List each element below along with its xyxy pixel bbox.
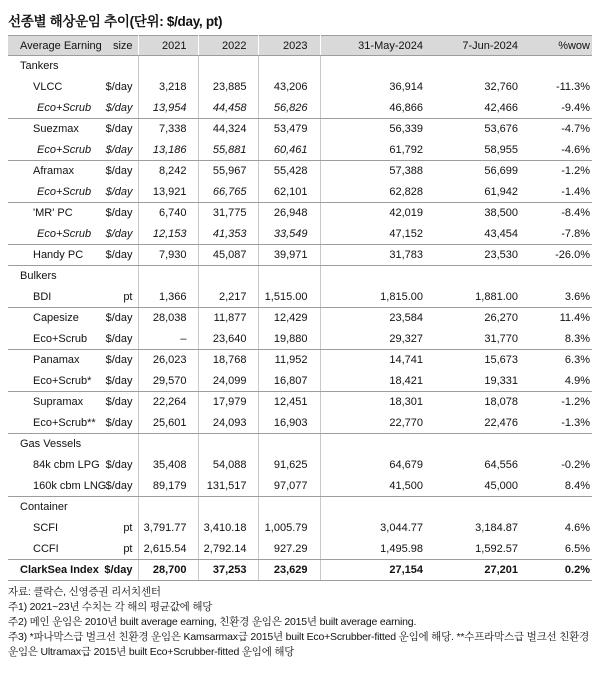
row-unit: $/day: [98, 182, 138, 203]
cell-value: 16,807: [258, 371, 320, 392]
cell-value: 27,154: [320, 560, 430, 581]
table-row: [8, 77, 592, 98]
row-unit: $/day: [98, 329, 138, 350]
cell-value: 29,327: [320, 329, 430, 350]
cell-value: [198, 56, 258, 77]
cell-value: 11,952: [258, 350, 320, 371]
table-row: [8, 245, 592, 266]
cell-value: 23,885: [198, 77, 258, 98]
cell-value: 1,515.00: [258, 287, 320, 308]
cell-value: 42,466: [430, 98, 526, 119]
cell-value: [526, 56, 592, 77]
row-label: Capesize: [33, 312, 79, 325]
table-row: [8, 455, 592, 476]
cell-value: 3,410.18: [198, 518, 258, 539]
row-label: Eco+Scrub: [8, 98, 98, 119]
row-unit: $/day: [98, 413, 138, 434]
cell-value: 45,000: [430, 476, 526, 497]
cell-value: 18,768: [198, 350, 258, 371]
row-unit: pt: [98, 518, 138, 539]
section-row: [8, 497, 592, 518]
cell-value: -11.3%: [555, 81, 590, 93]
cell-value: [258, 56, 320, 77]
cell-value: [258, 434, 320, 455]
cell-value: 6.5%: [526, 539, 592, 560]
cell-value: [430, 266, 526, 287]
cell-value: 1,005.79: [258, 518, 320, 539]
column-header-31-may-2024: 31-May-2024: [320, 36, 430, 56]
cell-value: [526, 497, 592, 518]
section-row: [8, 434, 592, 455]
row-label: 160k cbm LNG: [8, 476, 98, 497]
cell-value: 8.4%: [526, 476, 592, 497]
cell-value: 12,429: [258, 308, 320, 329]
cell-value: 45,087: [198, 245, 258, 266]
cell-value: -26.0%: [526, 245, 592, 266]
cell-value: 60,461: [258, 140, 320, 161]
cell-value: 62,101: [258, 182, 320, 203]
cell-value: [198, 434, 258, 455]
cell-value: 32,760: [484, 81, 518, 93]
row-label: CCFI: [8, 539, 98, 560]
cell-value: 97,077: [258, 476, 320, 497]
source-note: 자료: 클락슨, 신영증권 리서치센터: [8, 586, 161, 598]
cell-value: 14,741: [389, 354, 423, 367]
cell-value: 18,421: [320, 371, 430, 392]
row-label: BDI: [8, 287, 98, 308]
cell-value: 47,152: [320, 224, 430, 245]
cell-value: 64,679: [389, 459, 423, 471]
cell-value: -7.8%: [526, 224, 592, 245]
row-label: Handy PC: [8, 245, 98, 266]
table-row: [8, 308, 592, 329]
column-header-7-jun-2024: 7-Jun-2024: [430, 36, 526, 56]
cell-value: [320, 266, 430, 287]
cell-value: [138, 497, 198, 518]
cell-value: 22,476: [430, 413, 526, 434]
cell-value: 0.2%: [526, 560, 592, 581]
cell-value: 37,253: [198, 560, 258, 581]
section-row: [8, 266, 592, 287]
cell-value: 17,979: [198, 392, 258, 413]
cell-value: 53,676: [484, 123, 518, 136]
row-unit: $/day: [98, 476, 138, 497]
cell-value: [138, 266, 198, 287]
row-unit: pt: [98, 287, 138, 308]
column-header-average-earning: Average Earning: [8, 36, 98, 56]
cell-value: 23,584: [389, 312, 423, 325]
cell-value: 26,948: [258, 203, 320, 224]
cell-value: 3,044.77: [380, 522, 423, 534]
cell-value: -8.4%: [561, 207, 590, 220]
cell-value: -1.2%: [561, 165, 590, 178]
table-row: [8, 476, 592, 497]
cell-value: 26,023: [138, 350, 198, 371]
cell-value: 56,699: [484, 165, 518, 178]
table-row: [8, 518, 592, 539]
cell-value: 18,078: [484, 396, 518, 409]
row-unit: $/day: [98, 203, 138, 224]
table-header-row: [8, 36, 592, 56]
cell-value: 29,570: [138, 371, 198, 392]
cell-value: [198, 497, 258, 518]
cell-value: 27,201: [430, 560, 526, 581]
row-unit: $/day: [98, 245, 138, 266]
cell-value: 43,454: [430, 224, 526, 245]
cell-value: 7,338: [138, 119, 198, 140]
row-label: Gas Vessels: [20, 438, 82, 451]
table-row: [8, 413, 592, 434]
cell-value: 1,881.00: [430, 287, 526, 308]
table-row: [8, 182, 592, 203]
cell-value: 18,301: [389, 396, 423, 409]
row-label: Eco+Scrub: [8, 140, 98, 161]
cell-value: –: [138, 329, 198, 350]
row-unit: $/day: [98, 455, 138, 476]
cell-value: 35,408: [138, 455, 198, 476]
cell-value: 23,530: [430, 245, 526, 266]
cell-value: -4.7%: [561, 123, 590, 136]
cell-value: 4.9%: [526, 371, 592, 392]
cell-value: 36,914: [389, 81, 423, 93]
row-unit: $/day: [98, 350, 138, 371]
cell-value: [258, 497, 320, 518]
cell-value: 55,881: [198, 140, 258, 161]
cell-value: 19,880: [258, 329, 320, 350]
cell-value: 3,218: [138, 77, 198, 98]
row-unit: pt: [98, 539, 138, 560]
row-label: Bulkers: [20, 270, 57, 283]
column-header-size: size: [98, 36, 138, 56]
row-unit: $/day: [98, 119, 138, 140]
column-header--wow: %wow: [526, 36, 592, 56]
row-unit: [98, 434, 138, 455]
cell-value: 42,019: [389, 207, 423, 220]
cell-value: 57,388: [389, 165, 423, 178]
table-row: [8, 287, 592, 308]
cell-value: 22,770: [320, 413, 430, 434]
cell-value: -9.4%: [526, 98, 592, 119]
cell-value: 24,093: [198, 413, 258, 434]
row-label: Supramax: [33, 396, 84, 409]
table-row: [8, 98, 592, 119]
cell-value: 12,153: [138, 224, 198, 245]
cell-value: 44,324: [198, 119, 258, 140]
row-label: VLCC: [33, 81, 63, 93]
cell-value: -1.4%: [526, 182, 592, 203]
cell-value: 43,206: [258, 77, 320, 98]
footnote-1: 주1) 2021~23년 수치는 각 해의 평균값에 해당: [8, 601, 213, 613]
cell-value: 53,479: [258, 119, 320, 140]
page-title: 선종별 해상운임 추이(단위: $/day, pt): [8, 14, 223, 29]
cell-value: 55,428: [258, 161, 320, 182]
section-row: [8, 56, 592, 77]
cell-value: 31,770: [430, 329, 526, 350]
cell-value: 91,625: [258, 455, 320, 476]
total-row: [8, 560, 592, 581]
cell-value: 26,270: [484, 312, 518, 325]
cell-value: 13,921: [138, 182, 198, 203]
cell-value: 3,184.87: [475, 522, 518, 534]
table-row: [8, 371, 592, 392]
row-unit: $/day: [98, 161, 138, 182]
table-row: [8, 119, 592, 140]
cell-value: 31,775: [198, 203, 258, 224]
cell-value: 22,264: [138, 392, 198, 413]
cell-value: 39,971: [258, 245, 320, 266]
row-label: Eco+Scrub: [8, 182, 98, 203]
cell-value: 62,828: [320, 182, 430, 203]
row-unit: $/day: [98, 560, 138, 581]
cell-value: -1.2%: [561, 396, 590, 409]
table-row: [8, 161, 592, 182]
cell-value: 46,866: [320, 98, 430, 119]
table-row: [8, 539, 592, 560]
cell-value: 44,458: [198, 98, 258, 119]
cell-value: 13,954: [138, 98, 198, 119]
cell-value: 8.3%: [526, 329, 592, 350]
cell-value: [258, 266, 320, 287]
row-label: 'MR' PC: [33, 207, 73, 220]
cell-value: 1,592.57: [430, 539, 526, 560]
cell-value: 8,242: [138, 161, 198, 182]
cell-value: -1.3%: [526, 413, 592, 434]
cell-value: 4.6%: [564, 522, 590, 534]
row-unit: $/day: [98, 308, 138, 329]
row-label: Aframax: [33, 165, 74, 178]
row-label: Container: [20, 501, 68, 514]
cell-value: 11.4%: [559, 312, 590, 325]
table-row: [8, 329, 592, 350]
row-unit: [98, 266, 138, 287]
cell-value: 58,955: [430, 140, 526, 161]
cell-value: 64,556: [484, 459, 518, 471]
table-row: [8, 140, 592, 161]
cell-value: 61,792: [320, 140, 430, 161]
cell-value: [526, 434, 592, 455]
cell-value: 19,331: [430, 371, 526, 392]
cell-value: [430, 434, 526, 455]
cell-value: 38,500: [484, 207, 518, 220]
cell-value: 6,740: [138, 203, 198, 224]
cell-value: [198, 266, 258, 287]
cell-value: 2,615.54: [138, 539, 198, 560]
column-header-2021: 2021: [138, 36, 198, 56]
table-row: [8, 224, 592, 245]
cell-value: 3,791.77: [138, 518, 198, 539]
cell-value: 23,640: [198, 329, 258, 350]
cell-value: 1,815.00: [320, 287, 430, 308]
cell-value: [430, 56, 526, 77]
row-label: Eco+Scrub*: [8, 371, 98, 392]
cell-value: 13,186: [138, 140, 198, 161]
table-row: [8, 392, 592, 413]
cell-value: 11,877: [198, 308, 258, 329]
row-unit: $/day: [98, 392, 138, 413]
row-unit: $/day: [98, 77, 138, 98]
cell-value: 1,495.98: [320, 539, 430, 560]
row-label: Eco+Scrub**: [8, 413, 98, 434]
row-label: Eco+Scrub: [8, 224, 98, 245]
cell-value: 23,629: [258, 560, 320, 581]
row-unit: [98, 56, 138, 77]
cell-value: -0.2%: [561, 459, 590, 471]
cell-value: 54,088: [198, 455, 258, 476]
row-unit: $/day: [98, 371, 138, 392]
row-unit: [98, 497, 138, 518]
cell-value: 2,217: [198, 287, 258, 308]
row-unit: $/day: [98, 98, 138, 119]
cell-value: 1,366: [138, 287, 198, 308]
cell-value: 7,930: [138, 245, 198, 266]
cell-value: 33,549: [258, 224, 320, 245]
cell-value: 131,517: [198, 476, 258, 497]
cell-value: 61,942: [430, 182, 526, 203]
cell-value: 28,700: [138, 560, 198, 581]
cell-value: 25,601: [138, 413, 198, 434]
cell-value: 16,903: [258, 413, 320, 434]
cell-value: 41,500: [320, 476, 430, 497]
cell-value: [320, 434, 430, 455]
cell-value: [138, 56, 198, 77]
cell-value: 56,826: [258, 98, 320, 119]
row-label: 84k cbm LPG: [33, 459, 100, 471]
cell-value: 15,673: [484, 354, 518, 367]
footnote-3: 주3) *파나막스급 벌크선 친환경 운임은 Kamsarmax급 2015년 built Eco+Scrubber-fitted 운임에 해당. **수프라막스급 벌크선 친환경 운임은 Ultramax급 2015년 built Eco+Scrubber-fitted 운임에 해당: [8, 631, 590, 658]
cell-value: 31,783: [320, 245, 430, 266]
table-row: [8, 350, 592, 371]
cell-value: [526, 266, 592, 287]
table-row: [8, 203, 592, 224]
cell-value: 55,967: [198, 161, 258, 182]
freight-rate-table: [8, 35, 592, 581]
row-label: SCFI: [33, 522, 59, 534]
cell-value: [430, 497, 526, 518]
column-header-2022: 2022: [198, 36, 258, 56]
cell-value: 927.29: [258, 539, 320, 560]
cell-value: 2,792.14: [198, 539, 258, 560]
row-unit: $/day: [98, 224, 138, 245]
cell-value: 41,353: [198, 224, 258, 245]
cell-value: 56,339: [389, 123, 423, 136]
row-label: Suezmax: [33, 123, 79, 136]
row-label: ClarkSea Index: [8, 560, 98, 581]
cell-value: 24,099: [198, 371, 258, 392]
column-header-2023: 2023: [258, 36, 320, 56]
footnote-2: 주2) 메인 운임은 2010년 built average earning, 친환경 운임은 2015년 built average earning.: [8, 616, 417, 628]
cell-value: 3.6%: [526, 287, 592, 308]
table-footnotes: [8, 585, 592, 660]
row-label: Eco+Scrub: [8, 329, 98, 350]
cell-value: [320, 56, 430, 77]
cell-value: [138, 434, 198, 455]
row-unit: $/day: [98, 140, 138, 161]
row-label: Panamax: [33, 354, 80, 367]
cell-value: 28,038: [138, 308, 198, 329]
cell-value: 12,451: [258, 392, 320, 413]
cell-value: [320, 497, 430, 518]
cell-value: -4.6%: [526, 140, 592, 161]
cell-value: 6.3%: [564, 354, 590, 367]
cell-value: 89,179: [138, 476, 198, 497]
cell-value: 66,765: [198, 182, 258, 203]
row-label: Tankers: [20, 60, 59, 73]
